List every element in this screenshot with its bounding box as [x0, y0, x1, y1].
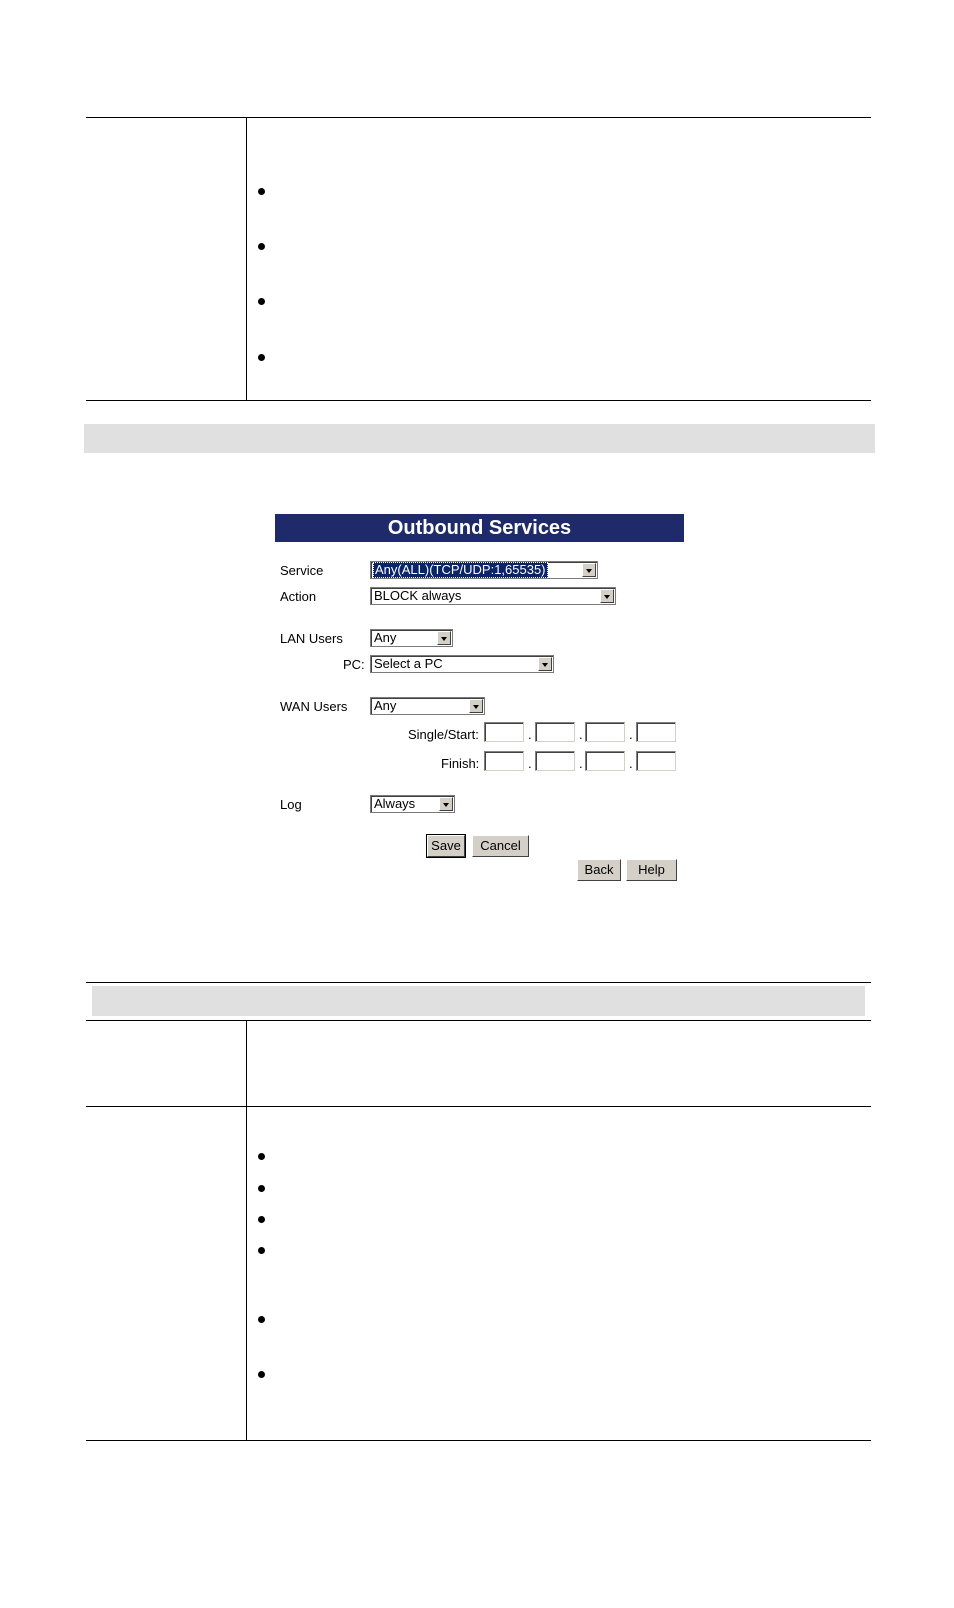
bullet-point — [258, 354, 265, 361]
section-heading-band — [84, 424, 875, 453]
action-label: Action — [280, 589, 317, 604]
finish-ip-octet-3[interactable] — [585, 751, 625, 771]
chevron-down-icon[interactable] — [469, 699, 483, 713]
start-ip-octet-2[interactable] — [535, 722, 575, 742]
save-button[interactable]: Save — [427, 835, 465, 857]
service-label: Service — [280, 563, 324, 578]
bottom-table-divider — [246, 1020, 247, 1440]
finish-ip-octet-1[interactable] — [484, 751, 524, 771]
ip-separator: . — [629, 727, 633, 742]
chevron-down-icon[interactable] — [439, 797, 453, 811]
start-ip-octet-4[interactable] — [636, 722, 676, 742]
ip-separator: . — [579, 756, 583, 771]
bullet-point — [258, 1247, 265, 1254]
finish-label: Finish: — [441, 756, 480, 771]
bullet-point — [258, 1216, 265, 1223]
finish-ip-octet-4[interactable] — [636, 751, 676, 771]
pc-value: Select a PC — [374, 656, 443, 671]
chevron-down-icon[interactable] — [538, 657, 552, 671]
chevron-down-icon[interactable] — [437, 631, 451, 645]
single-start-label: Single/Start: — [408, 727, 479, 742]
bullet-point — [258, 243, 265, 250]
top-table-top-rule — [86, 117, 871, 118]
panel-title: Outbound Services — [275, 514, 684, 542]
pc-label: PC: — [343, 657, 365, 672]
log-select[interactable] — [370, 795, 455, 813]
start-ip-octet-3[interactable] — [585, 722, 625, 742]
wan-users-label: WAN Users — [280, 699, 348, 714]
bottom-table-header-rule — [86, 1020, 871, 1021]
bullet-point — [258, 188, 265, 195]
top-table-divider — [246, 117, 247, 400]
help-button[interactable]: Help — [626, 859, 677, 881]
bullet-point — [258, 1185, 265, 1192]
ip-separator: . — [528, 727, 532, 742]
cancel-button[interactable]: Cancel — [472, 835, 529, 857]
bullet-point — [258, 298, 265, 305]
ip-separator: . — [579, 727, 583, 742]
chevron-down-icon[interactable] — [582, 563, 596, 577]
back-button[interactable]: Back — [577, 859, 621, 881]
lan-users-label: LAN Users — [280, 631, 343, 646]
table-header-band — [92, 986, 865, 1016]
action-value: BLOCK always — [374, 588, 462, 603]
top-table-bottom-rule — [86, 400, 871, 401]
outbound-services-panel — [275, 514, 684, 890]
bullet-point — [258, 1316, 265, 1323]
service-select[interactable] — [370, 561, 598, 579]
bullet-point — [258, 1371, 265, 1378]
finish-ip-octet-2[interactable] — [535, 751, 575, 771]
lan-users-select[interactable] — [370, 629, 453, 647]
bottom-table-bottom-rule — [86, 1440, 871, 1441]
lan-users-value: Any — [374, 630, 397, 645]
start-ip-octet-1[interactable] — [484, 722, 524, 742]
log-value: Always — [374, 796, 416, 811]
ip-separator: . — [629, 756, 633, 771]
ip-separator: . — [528, 756, 532, 771]
bottom-table-row-rule — [86, 1106, 871, 1107]
wan-users-select[interactable] — [370, 697, 485, 715]
log-label: Log — [280, 797, 302, 812]
pc-select[interactable] — [370, 655, 554, 673]
bottom-table-top-rule — [86, 982, 871, 983]
action-select[interactable] — [370, 587, 616, 605]
service-value: Any(ALL)(TCP/UDP:1,65535) — [375, 562, 546, 577]
chevron-down-icon[interactable] — [600, 589, 614, 603]
bullet-point — [258, 1153, 265, 1160]
wan-users-value: Any — [374, 698, 397, 713]
